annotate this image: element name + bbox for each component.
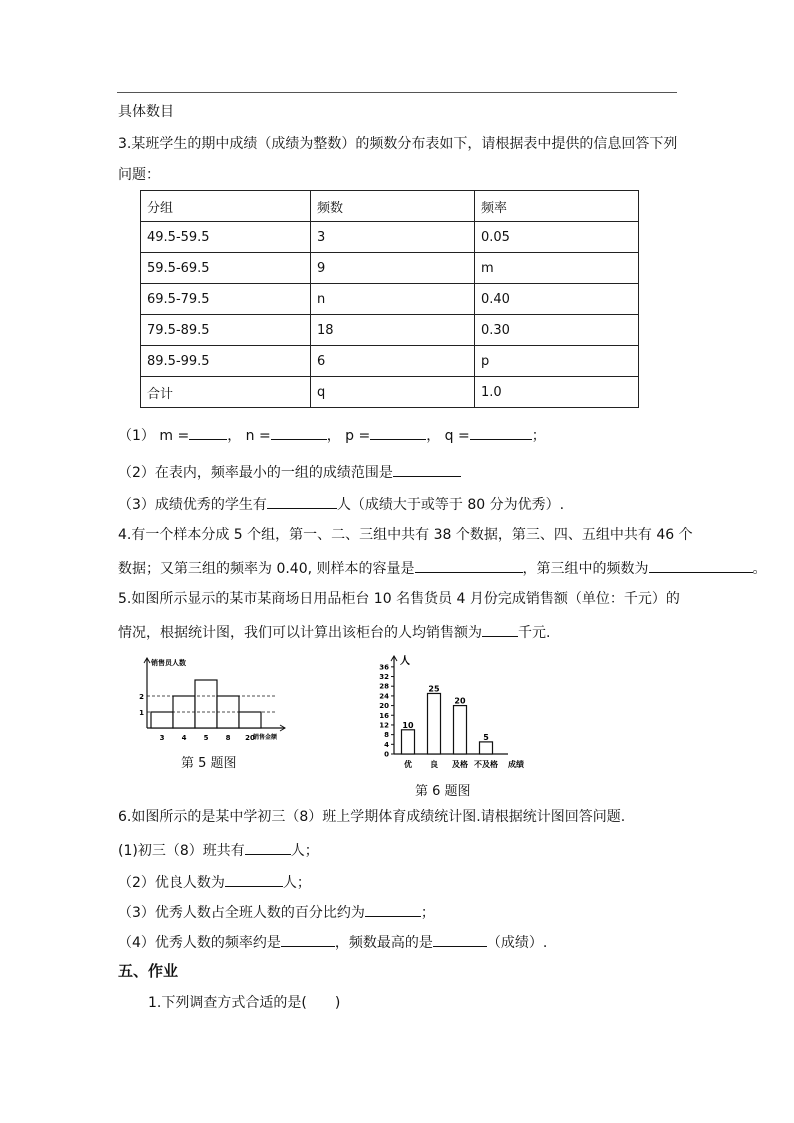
x-tick-label: 8: [225, 734, 231, 742]
q6-sub3-text-b: ；: [420, 905, 435, 921]
answer-blank[interactable]: [470, 425, 532, 440]
answer-blank[interactable]: [393, 462, 461, 477]
q6-sub4-text-a: （4）优秀人数的频率约是: [118, 935, 281, 951]
answer-blank[interactable]: [267, 494, 337, 509]
y-tick-label: 4: [384, 740, 389, 749]
table-cell: 0.40: [475, 284, 639, 315]
q3-sub3-text-b: 人（成绩大于或等于 80 分为优秀）.: [336, 497, 565, 513]
q3-intro-line1: 3.某班学生的期中成绩（成绩为整数）的频数分布表如下，请根据表中提供的信息回答下列: [118, 136, 678, 152]
table-cell: 89.5-99.5: [141, 346, 311, 377]
y-axis-label: 销售员人数: [151, 659, 186, 667]
bar: [454, 706, 467, 754]
q3-sub3-text-a: （3）成绩优秀的学生有: [118, 497, 267, 513]
q5-line1: 5.如图所示显示的某市某商场日用品柜台 10 名售货员 4 月份完成销售额（单位：千元）的: [118, 591, 680, 607]
q6-sub3: [118, 902, 435, 922]
q6-sub2-text-a: （2）优良人数为: [118, 875, 225, 891]
q5-bar-chart: [135, 652, 295, 744]
y-tick-label: 2: [139, 693, 144, 701]
y-tick-label: 1: [139, 709, 144, 717]
q3-sub3: [118, 494, 564, 514]
table-cell: 49.5-59.5: [141, 222, 311, 253]
table-row: [141, 346, 639, 377]
y-tick-label: 20: [379, 702, 389, 711]
table-cell: 3: [311, 222, 475, 253]
y-tick-label: 24: [379, 692, 389, 701]
answer-blank[interactable]: [365, 902, 421, 917]
q4-line2: [118, 558, 767, 578]
q3-sub1-n-label: ， n =: [227, 428, 271, 444]
q5-line2-text-b: 千元.: [518, 625, 551, 641]
table-cell: n: [311, 284, 475, 315]
q6-sub4-text-b: ，频数最高的是: [334, 935, 433, 951]
y-tick-label: 28: [379, 682, 389, 691]
table-cell: 69.5-79.5: [141, 284, 311, 315]
x-tick-label: 良: [430, 760, 438, 769]
q6-sub4: [118, 932, 547, 952]
q3-sub1: [118, 425, 546, 445]
q3-sub1-q-label: ， q =: [426, 428, 470, 444]
y-tick-label: 0: [384, 750, 389, 759]
table-cell: 0.30: [475, 315, 639, 346]
table-cell: q: [311, 377, 475, 408]
table-row: [141, 222, 639, 253]
x-tick-label: 5: [203, 734, 209, 742]
x-tick-label: 20: [245, 734, 255, 742]
q3-sub1-m-label: （1） m =: [118, 428, 190, 444]
q5-line2-text-a: 情况，根据统计图，我们可以计算出该柜台的人均销售额为: [118, 625, 482, 641]
bar: [195, 680, 217, 728]
x-axis-label: 成绩: [508, 760, 524, 769]
frequency-table: [140, 190, 639, 408]
table-cell: p: [475, 346, 639, 377]
q5-line2: [118, 622, 550, 642]
table-header: 频率: [475, 191, 639, 222]
q4-line2-text-a: 数据；又第三组的频率为 0.40, 则样本的容量是: [118, 561, 415, 577]
q6-sub1-text-a: (1)初三（8）班共有: [118, 843, 245, 859]
q3-sub1-p-label: ， p =: [326, 428, 371, 444]
header-rule: [117, 92, 677, 93]
table-cell: 18: [311, 315, 475, 346]
bar: [402, 730, 415, 754]
q3-sub2: [118, 462, 461, 482]
y-tick-label: 32: [379, 673, 389, 682]
table-row: [141, 284, 639, 315]
q6-sub4-text-c: （成绩）.: [486, 935, 548, 951]
q6-sub1: [118, 840, 319, 860]
q6-sub2-text-b: 人；: [282, 875, 311, 891]
data-label: 5: [483, 732, 489, 742]
answer-blank[interactable]: [415, 558, 523, 573]
q6-bar-chart: [368, 650, 538, 776]
bar: [151, 712, 173, 728]
bar: [428, 693, 441, 754]
q6-line1: 6.如图所示的是某中学初三（8）班上学期体育成绩统计图.请根据统计图回答问题.: [118, 809, 626, 825]
table-cell: 合计: [141, 377, 311, 408]
bar: [239, 712, 261, 728]
answer-blank[interactable]: [433, 932, 487, 947]
x-tick-label: 不及格: [474, 760, 498, 769]
q4-line2-text-b: ，第三组中的频数为: [522, 561, 649, 577]
q5-figure-caption: 第 5 题图: [181, 756, 237, 771]
q6-sub3-text-a: （3）优秀人数占全班人数的百分比约为: [118, 905, 365, 921]
table-cell: m: [475, 253, 639, 284]
section-heading: 五、作业: [118, 962, 179, 980]
table-header: 分组: [141, 191, 311, 222]
answer-blank[interactable]: [370, 425, 426, 440]
q4-line1: 4.有一个样本分成 5 个组，第一、二、三组中共有 38 个数据，第三、四、五组中共有 46 个: [118, 527, 693, 543]
x-tick-label: 及格: [452, 760, 468, 769]
table-cell: 1.0: [475, 377, 639, 408]
answer-blank[interactable]: [281, 932, 335, 947]
table-row: [141, 377, 639, 408]
bar: [480, 742, 493, 754]
q6-figure-caption: 第 6 题图: [415, 784, 471, 799]
x-tick-label: 3: [159, 734, 165, 742]
table-row: [141, 315, 639, 346]
data-label: 10: [402, 720, 414, 730]
x-axis-label: 销售金额: [253, 734, 278, 741]
table-header-row: [141, 191, 639, 222]
q3-sub2-text: （2）在表内，频率最小的一组的成绩范围是: [118, 465, 393, 481]
table-cell: 59.5-69.5: [141, 253, 311, 284]
q3-intro-line2: 问题：: [118, 167, 160, 183]
data-label: 25: [428, 684, 440, 694]
answer-blank[interactable]: [245, 840, 291, 855]
x-tick-label: 优: [404, 760, 412, 769]
q6-sub2: [118, 872, 311, 892]
continued-text: 具体数目: [118, 104, 174, 120]
x-tick-label: 4: [181, 734, 187, 742]
q4-line2-end: 。: [752, 561, 767, 577]
table-row: [141, 253, 639, 284]
q3-sub1-end: ；: [531, 428, 546, 444]
answer-blank[interactable]: [271, 425, 327, 440]
y-tick-label: 16: [379, 711, 389, 720]
data-label: 20: [454, 696, 466, 706]
table-cell: 9: [311, 253, 475, 284]
answer-blank[interactable]: [189, 425, 227, 440]
y-axis-label: 人: [400, 656, 410, 667]
answer-blank[interactable]: [649, 558, 753, 573]
table-cell: 0.05: [475, 222, 639, 253]
answer-blank[interactable]: [482, 622, 518, 637]
y-tick-label: 36: [379, 663, 389, 672]
table-cell: 79.5-89.5: [141, 315, 311, 346]
homework-item-1: 1.下列调查方式合适的是( ): [148, 995, 341, 1011]
table-cell: 6: [311, 346, 475, 377]
answer-blank[interactable]: [225, 872, 283, 887]
y-tick-label: 8: [384, 731, 389, 740]
y-tick-label: 12: [379, 721, 389, 730]
q6-sub1-text-b: 人；: [290, 843, 319, 859]
table-header: 频数: [311, 191, 475, 222]
